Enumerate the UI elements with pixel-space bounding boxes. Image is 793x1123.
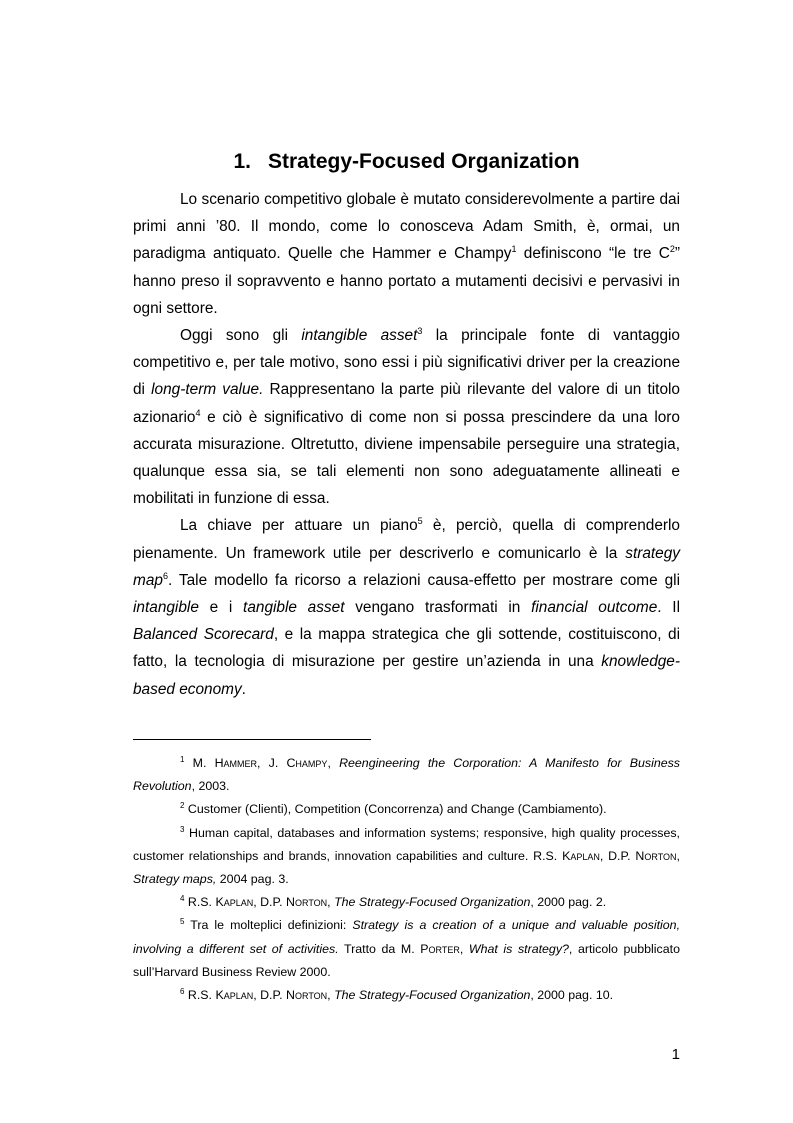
text-run: Human capital, databases and information systems; responsive, high quality processes, customer relationships and brands, innovation capabilities and culture. xyxy=(133,825,681,863)
footnote-title: Strategy maps, xyxy=(133,872,217,887)
page-number: 1 xyxy=(671,1046,680,1063)
footnote-number: 6 xyxy=(180,987,185,997)
chapter-heading xyxy=(133,149,680,175)
text-run: vengano trasformati in xyxy=(344,599,532,617)
footnote-4 xyxy=(133,891,680,914)
paragraph-2 xyxy=(133,322,680,512)
footnote-title: The Strategy-Focused Organization xyxy=(334,895,531,910)
body-text xyxy=(133,186,680,703)
text-run: Rappresentano la parte più rilevante del valore di un titolo azionario xyxy=(133,381,680,426)
text-run: . Il xyxy=(657,599,680,617)
italic-term: intangible xyxy=(133,599,199,617)
footnote-number: 4 xyxy=(180,894,185,904)
text-run: . xyxy=(241,680,246,698)
footnote-ref-4: 4 xyxy=(195,407,201,418)
footnotes xyxy=(133,752,680,1007)
italic-term: knowledge-based economy xyxy=(133,653,680,698)
footnote-authors: R.S. Kaplan, D.P. Norton, xyxy=(187,895,331,910)
footnote-quote: Strategy is a creation of a unique and valuable position, involving a different set of activities. xyxy=(133,918,681,956)
italic-term: financial outcome xyxy=(531,599,658,617)
footnote-5 xyxy=(133,914,680,984)
text-run: la principale fonte di vantaggio competitivo e, per tale motivo, sono essi i più significativi driver per la creazione di xyxy=(133,327,680,399)
paragraph-1 xyxy=(133,186,680,322)
text-run: La chiave per attuare un piano xyxy=(180,517,418,535)
text-run: definiscono “le tre C xyxy=(516,245,670,263)
text-run: , e la mappa strategica che gli sottende, costituiscono, di fatto, la tecnologia di misurazione per gestire un’azienda in una xyxy=(133,626,680,671)
text-run: , 2003. xyxy=(191,779,230,794)
footnote-ref-6: 6 xyxy=(162,570,168,581)
text-run: Tra le molteplici definizioni: xyxy=(190,918,353,933)
chapter-number: 1. xyxy=(233,150,251,173)
italic-term: tangible asset xyxy=(243,599,345,617)
footnote-1 xyxy=(133,752,680,798)
footnote-title: The Strategy-Focused Organization xyxy=(334,988,531,1003)
footnote-authors: M. Porter, xyxy=(400,941,464,956)
footnote-2 xyxy=(133,798,680,821)
text-run: e i xyxy=(198,599,244,617)
text-run: e ciò è significativo di come non si possa prescindere da una loro accurata misurazione. Oltretutto, diviene impensabile perseguire una strategia, qualunque essa sia, se tali elementi non sono adeguatamente allineati e mobilitati in funzione di essa. xyxy=(133,408,680,508)
footnote-6 xyxy=(133,984,680,1007)
chapter-title: Strategy-Focused Organization xyxy=(267,150,580,173)
footnote-authors: R.S. Kaplan, D.P. Norton, xyxy=(187,988,331,1003)
superscript-squared: 2 xyxy=(669,244,675,255)
italic-term: long-term value. xyxy=(151,381,264,399)
footnote-title: What is strategy? xyxy=(468,941,569,956)
footnote-number: 5 xyxy=(180,917,185,927)
footnote-ref-5: 5 xyxy=(417,516,423,527)
text-run: ” hanno preso il sopravvento e hanno portato a mutamenti decisivi e pervasivi in ogni settore. xyxy=(133,245,680,317)
footnote-3 xyxy=(133,822,680,892)
footnote-number: 1 xyxy=(180,755,185,764)
footnote-ref-1: 1 xyxy=(511,244,517,255)
paragraph-3 xyxy=(133,512,680,702)
italic-term: intangible asset xyxy=(301,327,418,345)
footnote-separator xyxy=(133,739,371,740)
text-run: . Tale modello fa ricorso a relazioni causa-effetto per mostrare come gli xyxy=(167,571,680,589)
footnote-authors: R.S. Kaplan, D.P. Norton, xyxy=(533,848,680,863)
text-run: 2004 pag. 3. xyxy=(216,872,289,887)
footnote-number: 2 xyxy=(180,801,185,811)
text-run: Customer (Clienti), Competition (Concorrenza) and Change (Cambiamento). xyxy=(187,802,607,817)
footnote-authors: M. Hammer, J. Champy, xyxy=(192,756,331,770)
text-run: è, perciò, quella di comprenderlo pienamente. Un framework utile per descriverlo e comunicarlo è la xyxy=(133,517,680,562)
italic-term: strategy map xyxy=(133,544,680,589)
text-run: , 2000 pag. 10. xyxy=(530,988,614,1003)
footnote-ref-3: 3 xyxy=(417,326,423,337)
text-run: Tratto da xyxy=(338,941,401,956)
footnote-number: 3 xyxy=(180,824,185,834)
italic-term: Balanced Scorecard xyxy=(133,626,274,644)
text-run: Oggi sono gli xyxy=(180,327,302,345)
text-run: Lo scenario competitivo globale è mutato considerevolmente a partire dai primi anni ’80. Il mondo, come lo conosceva Adam Smith, è, ormai, un paradigma antiquato. Quelle che Hammer e Champy xyxy=(133,191,680,263)
text-run: , articolo pubblicato sull’Harvard Business Review 2000. xyxy=(133,941,680,979)
text-run: , 2000 pag. 2. xyxy=(530,895,607,910)
footnote-title: Reengineering the Corporation: A Manifesto for Business Revolution xyxy=(133,756,680,794)
